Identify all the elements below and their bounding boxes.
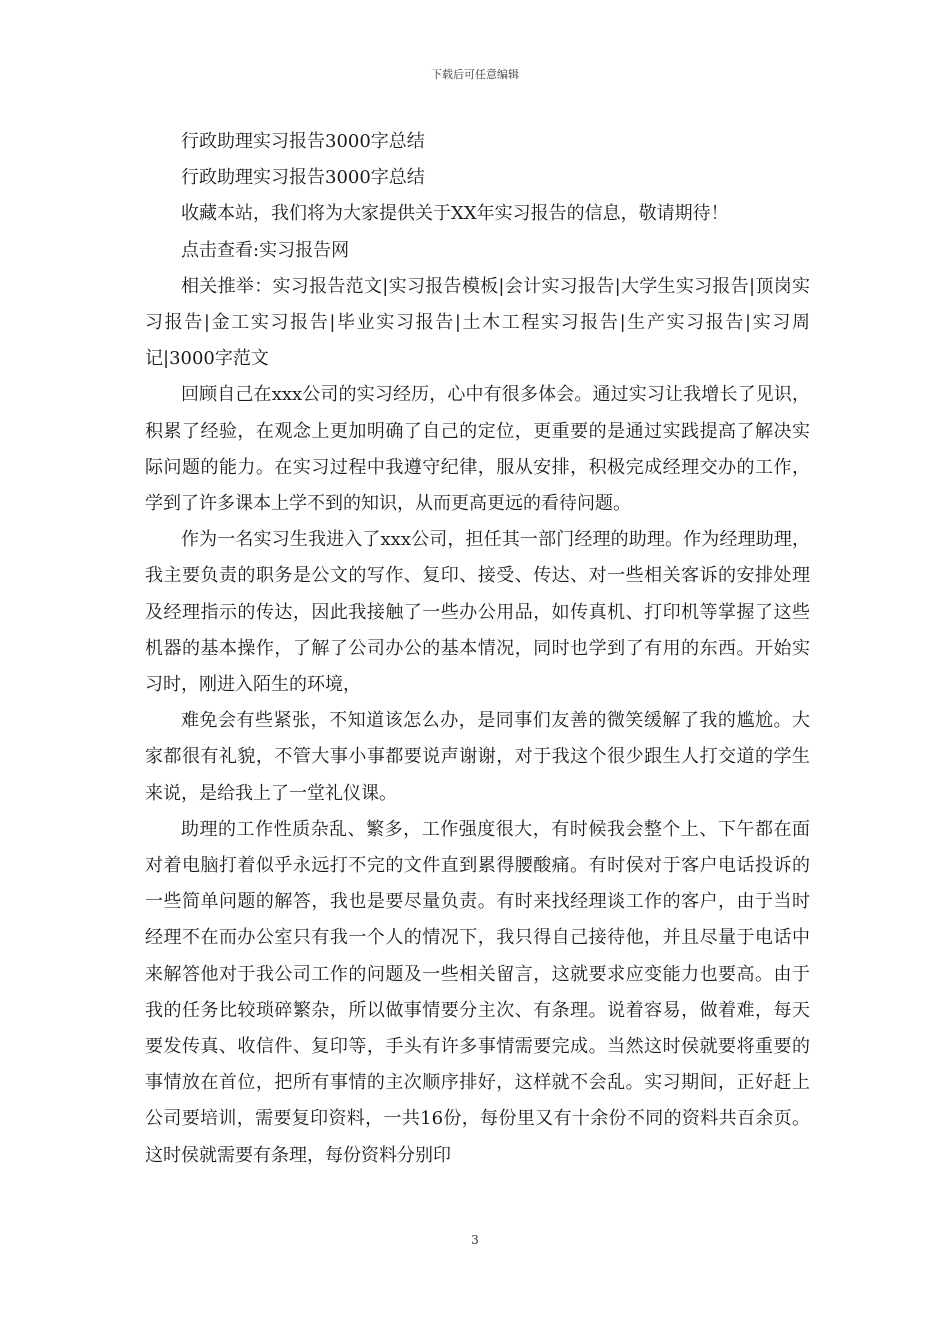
- body-paragraph: 难免会有些紧张，不知道该怎么办，是同事们友善的微笑缓解了我的尴尬。大家都很有礼貌，不管大事小事都要说声谢谢，对于我这个很少跟生人打交道的学生来说，是给我上了一堂礼仪课。: [145, 710, 810, 804]
- page-header: 下载后可任意编辑: [431, 68, 519, 81]
- bookmark-notice: 收藏本站，我们将为大家提供关于XX年实习报告的信息，敬请期待！: [181, 203, 729, 225]
- body-paragraph: 助理的工作性质杂乱、繁多，工作强度很大，有时候我会整个上、下午都在面对着电脑打着似乎永远打不完的文件直到累得腰酸痛。有时侯对于客户电话投诉的一些简单问题的解答，我也是要尽量负责。有时来找经理谈工作的客户，由于当时经理不在而办公室只有我一个人的情况下，我只得自己接待他，并且尽量于电话中来解答他对于我公司工作的问题及一些相关留言，这就要求应变能力也要高。由于我的任务比较琐碎繁杂，所以做事情要分主次、有条理。说着容易，做着难，每天要发传真、收信件、复印等，手头有许多事情需要完成。当然这时侯就要将重要的事情放在首位，把所有事情的主次顺序排好，这样就不会乱。实习期间，正好赶上公司要培训，需要复印资料，一共16份，每份里又有十余份不同的资料共百余页。这时侯就需要有条理，每份资料分别印: [145, 818, 810, 1166]
- body-paragraph: 回顾自己在xxx公司的实习经历，心中有很多体会。通过实习让我增长了见识，积累了经验，在观念上更加明确了自己的定位，更重要的是通过实践提高了解决实际问题的能力。在实习过程中我遵守纪律，服从安排，积极完成经理交办的工作，学到了许多课本上学不到的知识，从而更高更远的看待问题。: [145, 384, 810, 515]
- document-body: [145, 124, 810, 1174]
- related-recommendations: 相关推举：实习报告范文|实习报告模板|会计实习报告|大学生实习报告|顶岗实习报告|金工实习报告|毕业实习报告|土木工程实习报告|生产实习报告|实习周记|3000字范文: [145, 275, 810, 370]
- document-title-repeat: 行政助理实习报告3000字总结: [181, 167, 425, 189]
- document-title: 行政助理实习报告3000字总结: [181, 131, 425, 152]
- view-link-line: 点击查看:实习报告网: [181, 239, 350, 261]
- page-number: 3: [471, 1233, 479, 1247]
- body-paragraph: 作为一名实习生我进入了xxx公司，担任其一部门经理的助理。作为经理助理，我主要负责的职务是公文的写作、复印、接受、传达、对一些相关客诉的安排处理及经理指示的传达，因此我接触了一些办公用品，如传真机、打印机等掌握了这些机器的基本操作，了解了公司办公的基本情况，同时也学到了有用的东西。开始实习时，刚进入陌生的环境，: [145, 529, 810, 696]
